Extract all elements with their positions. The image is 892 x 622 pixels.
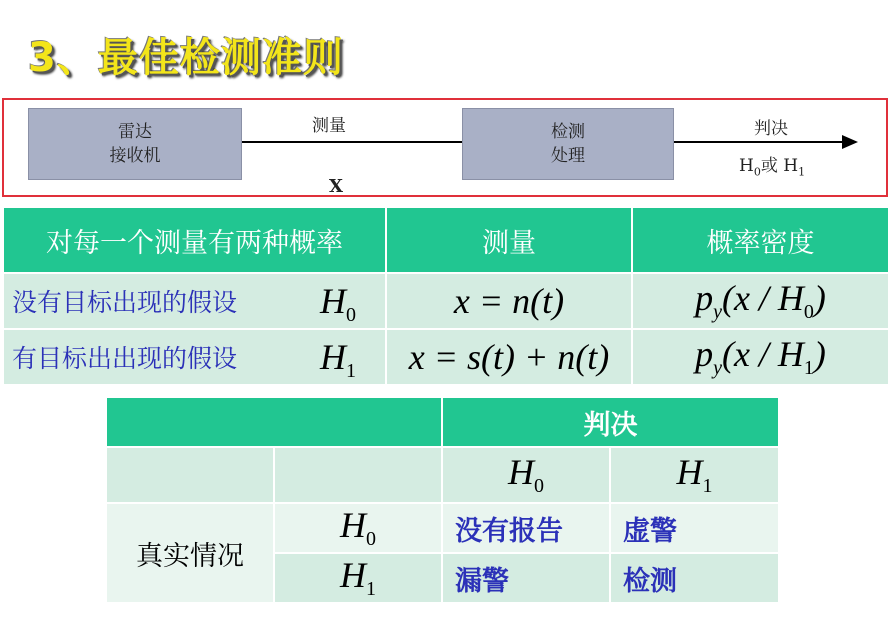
measure-line [242, 141, 462, 143]
page-title: 3、最佳检测准则 [28, 35, 344, 81]
radar-flow-diagram [2, 98, 888, 197]
outcome-no-report: 没有报告 [442, 503, 610, 553]
hyp-letter: H [320, 281, 346, 321]
col-h1: H [676, 452, 703, 493]
decision-header-row [106, 397, 779, 447]
truth-h0 [274, 503, 442, 553]
hypothesis-table-header [3, 207, 889, 273]
output-h1-sub: 1 [798, 165, 806, 179]
measure-label: 测量 [312, 116, 346, 136]
hypothesis-label: 有目标出出现的假设 [12, 344, 238, 373]
decision-output [739, 151, 805, 178]
decision-h1-header [610, 447, 779, 503]
pdf-p: p [695, 278, 714, 319]
empty-cell [274, 447, 442, 503]
table-row [106, 503, 779, 553]
x-label: X [329, 176, 343, 197]
col-h1-sub: 1 [702, 475, 713, 498]
pdf-formula [632, 329, 889, 385]
hyp-sub: 1 [346, 360, 356, 383]
truth-label: 真实情况 [106, 503, 274, 603]
empty-cell [106, 447, 274, 503]
detection-processing-box [462, 108, 674, 180]
row-h0-sub: 0 [366, 528, 376, 551]
header-probabilities: 对每一个测量有两种概率 [3, 207, 386, 273]
pdf-y: y [713, 357, 722, 380]
outcome-miss: 漏警 [442, 553, 610, 603]
col-h0: H [508, 452, 534, 493]
outcome-false-alarm: 虚警 [610, 503, 779, 553]
table-row [3, 273, 889, 329]
decision-h0-header [442, 447, 610, 503]
col-h0-sub: 0 [534, 475, 544, 498]
row-h1: H [340, 555, 366, 596]
table-row [3, 329, 889, 385]
measure-formula: x = n(t) [386, 273, 632, 329]
decision-line [674, 141, 844, 143]
pdf-p: p [695, 334, 714, 375]
hypothesis-symbol [320, 280, 356, 327]
pdf-formula [632, 273, 889, 329]
arrow-head-icon [842, 135, 858, 149]
hyp-letter: H [320, 337, 346, 377]
pdf-close: ) [813, 278, 826, 319]
row-h1-sub: 1 [366, 578, 376, 601]
hypothesis-h1-cell [3, 329, 386, 385]
truth-h1 [274, 553, 442, 603]
detection-processing-line2: 处理 [551, 146, 585, 166]
header-measure: 测量 [386, 207, 632, 273]
pdf-arg: (x / H [721, 334, 804, 375]
decision-corner [106, 397, 442, 447]
measure-formula: x = s(t) + n(t) [386, 329, 632, 385]
decision-subheader-row [106, 447, 779, 503]
radar-receiver-line1: 雷达 [118, 122, 152, 142]
output-h1: H [783, 156, 799, 176]
row-h0: H [340, 505, 366, 546]
outcome-detection: 检测 [610, 553, 779, 603]
hypothesis-h0-cell [3, 273, 386, 329]
hyp-sub: 0 [346, 304, 356, 327]
decision-label: 判决 [754, 119, 788, 139]
hypothesis-symbol [320, 336, 356, 383]
output-h0: H [739, 156, 754, 176]
radar-receiver-box [28, 108, 242, 180]
detection-processing-line1: 检测 [551, 122, 585, 142]
hypothesis-label: 没有目标出现的假设 [12, 288, 238, 317]
pdf-close: ) [813, 334, 826, 375]
header-pdf: 概率密度 [632, 207, 889, 273]
decision-table [105, 396, 780, 604]
pdf-y: y [713, 301, 722, 324]
pdf-sub: 1 [803, 357, 814, 380]
radar-receiver-line2: 接收机 [109, 146, 161, 166]
pdf-sub: 0 [803, 301, 814, 324]
hypothesis-table [2, 206, 890, 386]
output-h0-sub: 0 [753, 165, 761, 179]
pdf-arg: (x / H [721, 278, 804, 319]
output-or: 或 [760, 156, 778, 176]
decision-header: 判决 [442, 397, 779, 447]
